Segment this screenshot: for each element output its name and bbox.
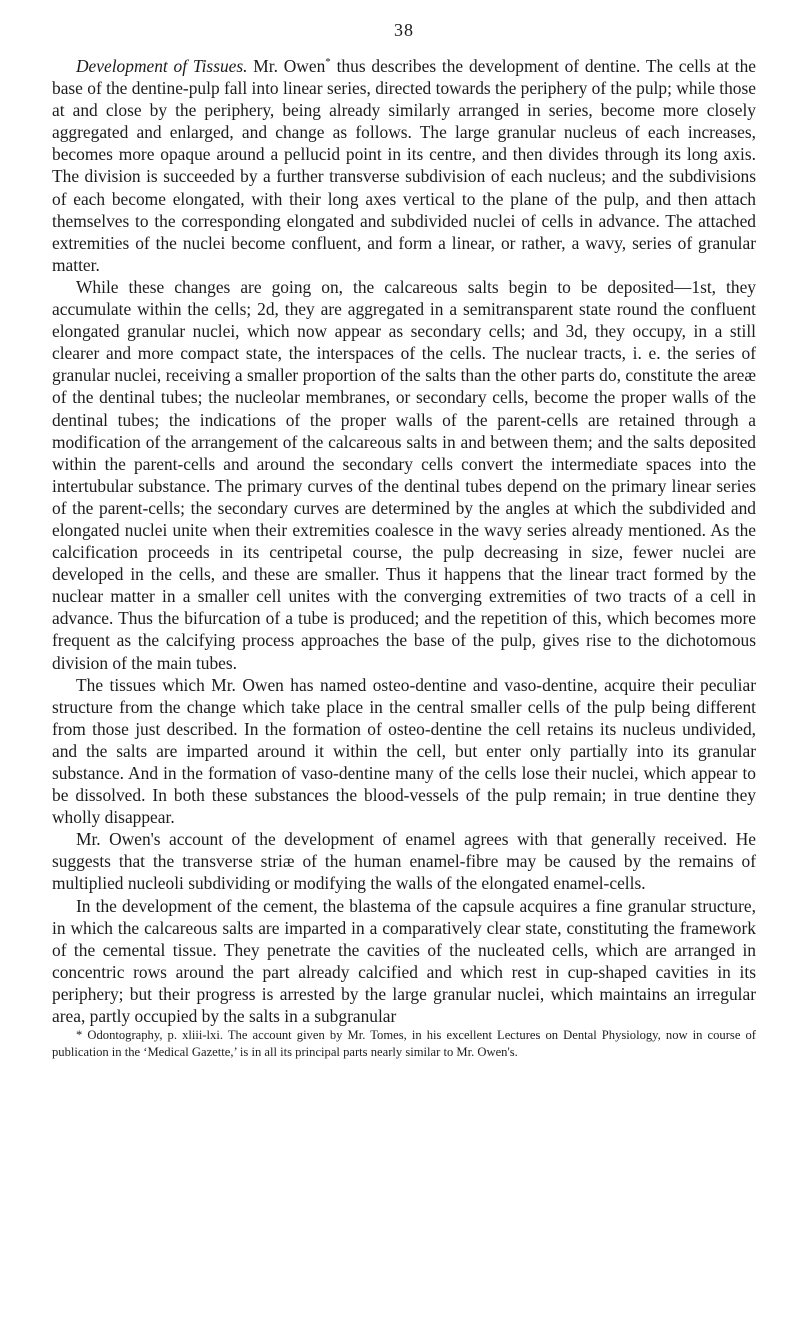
page-number: 38 xyxy=(394,20,414,40)
paragraph-text: thus describes the development of dentine. The cells at the base of the dentine-pulp fall into linear series, directed towards the periphery of the pulp; while those at and close by the periphery, being already similarly arranged in series, become more closely aggregated and enlarged, and change as follows. The large granular nucleus of each increases, becomes more opaque around a pellucid point in its centre, and then divides through its long axis. The division is succeeded by a further transverse subdivision of each nucleus; and the subdivisions of each become elongated, with their long axes vertical to the plane of the pulp, and then attach themselves to the corresponding elongated and subdivided nuclei of cells in advance. The attached extremities of the nuclei become confluent, and form a linear, or rather, a wavy, series of granular matter. xyxy=(52,56,757,275)
footnote-text: Odontography, p. xliii-lxi. The account given by Mr. Tomes, in his excellent Lectures on Dental Physiology, now in course of publication in the ‘Medical Gazette,’ is in all its principal parts nearly similar to Mr. Owen's. xyxy=(52,1028,756,1060)
footnote-reference-mark: * xyxy=(325,56,331,69)
paragraph-text-before-mark: Mr. Owen xyxy=(247,56,326,76)
section-lead-title: Development of Tissues. xyxy=(76,56,248,76)
footnote-mark: * xyxy=(76,1028,83,1043)
paragraph-enamel: Mr. Owen's account of the development of enamel agrees with that generally received. He suggests that the transverse striæ of the human enamel-fibre may be caused by the remains of multiplied nucleoli subdividing or modifying the walls of the elongated enamel-cells. xyxy=(52,829,756,894)
paragraph-development-of-dentine xyxy=(52,55,756,276)
paragraph-calcareous-salts: While these changes are going on, the calcareous salts begin to be deposited—1st, they accumulate within the cells; 2d, they are aggregated in a semitransparent state round the confluent elongated granular nuclei, which now appear as secondary cells; and 3d, they occupy, in a still clearer and more compact state, the interspaces of the cells. The nuclear tracts, i. e. the series of granular nuclei, receiving a smaller proportion of the salts than the other parts do, constitute the areæ of the dentinal tubes; the nucleolar membranes, or secondary cells, become the proper walls of the dentinal tubes; the indications of the proper walls of the parent-cells are retained through a modification of the arrangement of the calcareous salts in and between them; and the salts deposited within the parent-cells and around the secondary cells convert the intermediate spaces into the intertubular substance. The primary curves of the dentinal tubes depend on the primary linear series of the parent-cells; the secondary curves are determined by the angles at which the subdivided and elongated nuclei unite when their extremities coalesce in the wavy series already mentioned. As the calcification proceeds in its centripetal course, the pulp decreasing in size, fewer nuclei are developed in the cells, and these are smaller. Thus it happens that the linear tract formed by the nuclear matter in a smaller cell unites with the converging extremities of two tracts of a cell in advance. Thus the bifurcation of a tube is produced; and the repetition of this, which becomes more frequent as the calcifying process approaches the base of the pulp, gives rise to the dichotomous division of the main tubes. xyxy=(52,276,756,673)
footnote xyxy=(52,1027,756,1061)
book-page xyxy=(52,20,756,1061)
paragraph-cement: In the development of the cement, the blastema of the capsule acquires a fine granular structure, in which the calcareous salts are imparted in a comparatively clear state, constituting the framework of the cemental tissue. They penetrate the cavities of the nucleated cells, which are arranged in concentric rows around the part already calcified and which rest in cup-shaped cavities in its periphery; but their progress is arrested by the large granular nuclei, which maintains an irregular area, partly occupied by the salts in a subgranular xyxy=(52,895,756,1027)
paragraph-osteo-vaso-dentine: The tissues which Mr. Owen has named osteo-dentine and vaso-dentine, acquire their peculiar structure from the change which take place in the central smaller cells of the pulp being different from those just described. In the formation of osteo-dentine the cell retains its nucleus undivided, and the salts are imparted around it within the cell, but enter only partially into its granular substance. And in the formation of vaso-dentine many of the cells lose their nuclei, which appear to be dissolved. In both these substances the blood-vessels of the pulp remain; in true dentine they wholly disappear. xyxy=(52,674,756,828)
